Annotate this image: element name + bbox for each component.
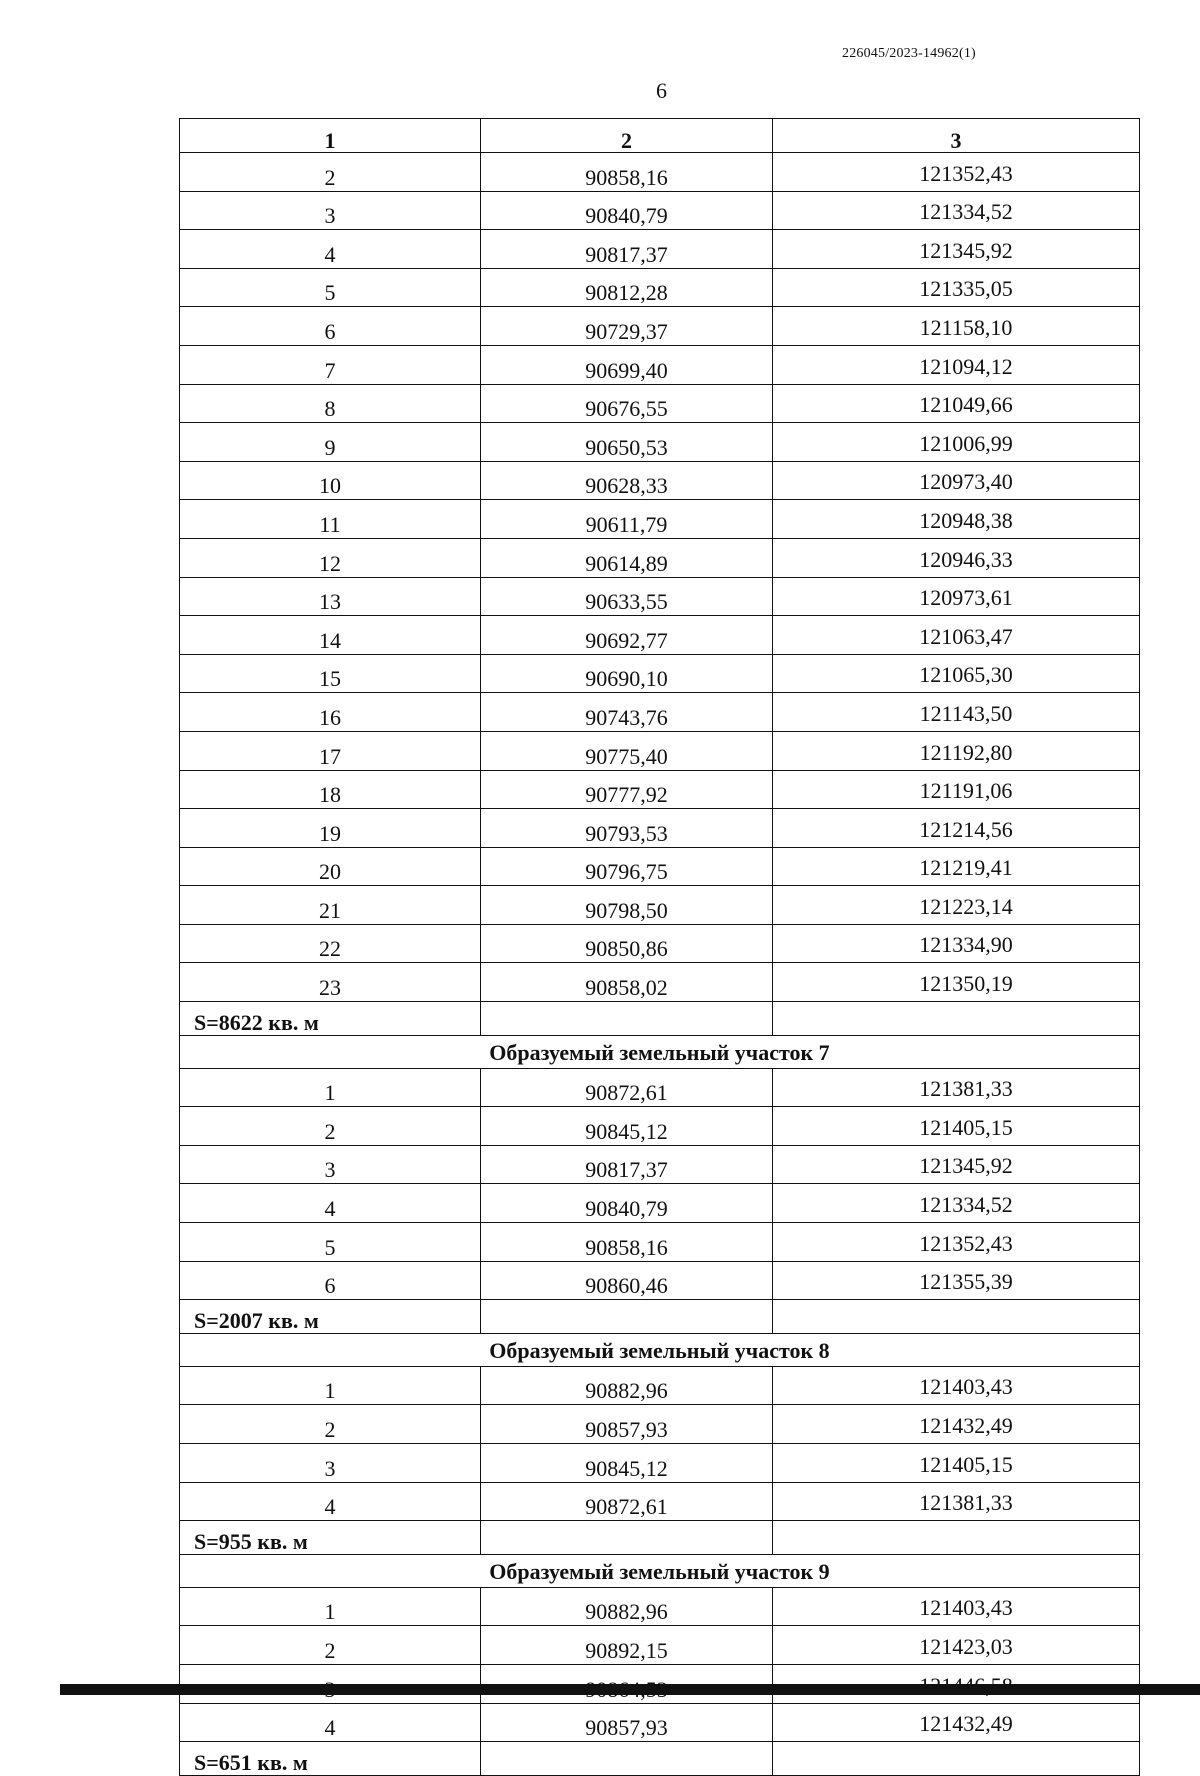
x-coordinate-cell: 90812,28: [481, 268, 773, 307]
section-title: Образуемый земельный участок 8: [180, 1333, 1140, 1366]
area-row: [180, 1002, 1140, 1036]
y-coordinate-cell: 121335,05: [773, 268, 1140, 307]
x-coordinate-cell: 90775,40: [481, 731, 773, 770]
x-coordinate-cell: 90850,86: [481, 924, 773, 963]
y-coordinate-cell: 121345,92: [773, 230, 1140, 269]
y-coordinate-cell: 121403,43: [773, 1587, 1140, 1626]
point-number-cell: 22: [180, 924, 481, 963]
coordinates-table-body: [180, 119, 1140, 1776]
point-number-cell: 1: [180, 1366, 481, 1405]
x-coordinate-cell: 90858,02: [481, 963, 773, 1002]
y-coordinate-cell: 121065,30: [773, 654, 1140, 693]
table-row: [180, 1587, 1140, 1626]
point-number-cell: 2: [180, 1405, 481, 1444]
y-coordinate-cell: 121352,43: [773, 1223, 1140, 1262]
point-number-cell: 4: [180, 230, 481, 269]
x-coordinate-cell: 90614,89: [481, 538, 773, 577]
y-coordinate-cell: 121094,12: [773, 345, 1140, 384]
x-coordinate-cell: 90796,75: [481, 847, 773, 886]
table-row: [180, 1703, 1140, 1742]
table-row: [180, 1145, 1140, 1184]
table-row: [180, 538, 1140, 577]
table-row: [180, 847, 1140, 886]
table-row: [180, 809, 1140, 848]
table-row: [180, 268, 1140, 307]
x-coordinate-cell: 90857,93: [481, 1405, 773, 1444]
x-coordinate-cell: 90845,12: [481, 1107, 773, 1146]
table-row: [180, 423, 1140, 462]
x-coordinate-cell: 90692,77: [481, 616, 773, 655]
y-coordinate-cell: 120946,33: [773, 538, 1140, 577]
x-coordinate-cell: 90840,79: [481, 1184, 773, 1223]
coordinates-table: [179, 118, 1140, 1776]
table-row: [180, 500, 1140, 539]
x-coordinate-cell: 90798,50: [481, 886, 773, 925]
point-number-cell: 16: [180, 693, 481, 732]
empty-cell: [773, 1521, 1140, 1555]
table-header-row: [180, 119, 1140, 153]
x-coordinate-cell: 90882,96: [481, 1366, 773, 1405]
column-header-x: 2: [481, 119, 773, 153]
x-coordinate-cell: 90860,46: [481, 1261, 773, 1300]
table-row: [180, 577, 1140, 616]
point-number-cell: 23: [180, 963, 481, 1002]
point-number-cell: 17: [180, 731, 481, 770]
y-coordinate-cell: 121381,33: [773, 1068, 1140, 1107]
point-number-cell: 20: [180, 847, 481, 886]
point-number-cell: 9: [180, 423, 481, 462]
y-coordinate-cell: 121350,19: [773, 963, 1140, 1002]
x-coordinate-cell: 90857,93: [481, 1703, 773, 1742]
x-coordinate-cell: 90690,10: [481, 654, 773, 693]
y-coordinate-cell: 121192,80: [773, 731, 1140, 770]
point-number-cell: 14: [180, 616, 481, 655]
y-coordinate-cell: 121049,66: [773, 384, 1140, 423]
y-coordinate-cell: 121006,99: [773, 423, 1140, 462]
scan-edge-bar: [60, 1684, 1200, 1695]
table-row: [180, 654, 1140, 693]
table-row: [180, 1068, 1140, 1107]
table-row: [180, 1444, 1140, 1483]
point-number-cell: 2: [180, 1626, 481, 1665]
x-coordinate-cell: 90817,37: [481, 1145, 773, 1184]
table-row: [180, 731, 1140, 770]
y-coordinate-cell: 121432,49: [773, 1405, 1140, 1444]
point-number-cell: 12: [180, 538, 481, 577]
point-number-cell: 18: [180, 770, 481, 809]
area-row: [180, 1521, 1140, 1555]
y-coordinate-cell: 121381,33: [773, 1482, 1140, 1521]
y-coordinate-cell: 121214,56: [773, 809, 1140, 848]
x-coordinate-cell: 90793,53: [481, 809, 773, 848]
y-coordinate-cell: 121345,92: [773, 1145, 1140, 1184]
y-coordinate-cell: 121405,15: [773, 1444, 1140, 1483]
area-row: [180, 1300, 1140, 1334]
point-number-cell: 21: [180, 886, 481, 925]
y-coordinate-cell: 121423,03: [773, 1626, 1140, 1665]
y-coordinate-cell: 120973,40: [773, 461, 1140, 500]
y-coordinate-cell: 121403,43: [773, 1366, 1140, 1405]
point-number-cell: 5: [180, 268, 481, 307]
y-coordinate-cell: 121352,43: [773, 153, 1140, 192]
x-coordinate-cell: 90817,37: [481, 230, 773, 269]
table-row: [180, 616, 1140, 655]
y-coordinate-cell: 121063,47: [773, 616, 1140, 655]
y-coordinate-cell: 121143,50: [773, 693, 1140, 732]
area-label: S=2007 кв. м: [180, 1300, 481, 1334]
point-number-cell: 3: [180, 1145, 481, 1184]
point-number-cell: 2: [180, 153, 481, 192]
point-number-cell: 19: [180, 809, 481, 848]
y-coordinate-cell: 120973,61: [773, 577, 1140, 616]
table-row: [180, 1626, 1140, 1665]
table-row: [180, 1482, 1140, 1521]
x-coordinate-cell: 90845,12: [481, 1444, 773, 1483]
table-row: [180, 230, 1140, 269]
point-number-cell: 3: [180, 191, 481, 230]
y-coordinate-cell: 120948,38: [773, 500, 1140, 539]
y-coordinate-cell: 121334,52: [773, 191, 1140, 230]
x-coordinate-cell: 90611,79: [481, 500, 773, 539]
area-row: [180, 1742, 1140, 1776]
table-row: [180, 307, 1140, 346]
table-row: [180, 924, 1140, 963]
point-number-cell: 3: [180, 1444, 481, 1483]
area-label: S=955 кв. м: [180, 1521, 481, 1555]
y-coordinate-cell: 121223,14: [773, 886, 1140, 925]
x-coordinate-cell: 90840,79: [481, 191, 773, 230]
empty-cell: [481, 1002, 773, 1036]
y-coordinate-cell: 121191,06: [773, 770, 1140, 809]
table-row: [180, 770, 1140, 809]
x-coordinate-cell: 90628,33: [481, 461, 773, 500]
x-coordinate-cell: 90882,96: [481, 1587, 773, 1626]
empty-cell: [481, 1742, 773, 1776]
table-row: [180, 1107, 1140, 1146]
x-coordinate-cell: 90858,16: [481, 1223, 773, 1262]
x-coordinate-cell: 90777,92: [481, 770, 773, 809]
table-row: [180, 1223, 1140, 1262]
table-row: [180, 693, 1140, 732]
point-number-cell: 6: [180, 307, 481, 346]
point-number-cell: 4: [180, 1184, 481, 1223]
y-coordinate-cell: 121334,52: [773, 1184, 1140, 1223]
point-number-cell: 13: [180, 577, 481, 616]
empty-cell: [481, 1300, 773, 1334]
x-coordinate-cell: 90650,53: [481, 423, 773, 462]
point-number-cell: 15: [180, 654, 481, 693]
table-row: [180, 1405, 1140, 1444]
point-number-cell: 4: [180, 1482, 481, 1521]
empty-cell: [773, 1300, 1140, 1334]
table-row: [180, 153, 1140, 192]
doc-number: 226045/2023-14962(1): [842, 46, 976, 61]
empty-cell: [481, 1521, 773, 1555]
table-row: [180, 963, 1140, 1002]
empty-cell: [773, 1742, 1140, 1776]
table-row: [180, 1261, 1140, 1300]
column-header-number: 1: [180, 119, 481, 153]
table-row: [180, 345, 1140, 384]
y-coordinate-cell: 121432,49: [773, 1703, 1140, 1742]
y-coordinate-cell: 121405,15: [773, 1107, 1140, 1146]
x-coordinate-cell: 90743,76: [481, 693, 773, 732]
x-coordinate-cell: 90699,40: [481, 345, 773, 384]
point-number-cell: 7: [180, 345, 481, 384]
point-number-cell: 4: [180, 1703, 481, 1742]
y-coordinate-cell: 121355,39: [773, 1261, 1140, 1300]
y-coordinate-cell: 121219,41: [773, 847, 1140, 886]
section-title-row: [180, 1554, 1140, 1587]
table-row: [180, 1184, 1140, 1223]
area-label: S=651 кв. м: [180, 1742, 481, 1776]
section-title: Образуемый земельный участок 7: [180, 1035, 1140, 1068]
point-number-cell: 6: [180, 1261, 481, 1300]
point-number-cell: 2: [180, 1107, 481, 1146]
point-number-cell: 1: [180, 1068, 481, 1107]
table-row: [180, 191, 1140, 230]
table-row: [180, 886, 1140, 925]
table-row: [180, 1366, 1140, 1405]
x-coordinate-cell: 90729,37: [481, 307, 773, 346]
page-number: 6: [656, 78, 667, 103]
empty-cell: [773, 1002, 1140, 1036]
section-title-row: [180, 1333, 1140, 1366]
x-coordinate-cell: 90676,55: [481, 384, 773, 423]
section-title: Образуемый земельный участок 9: [180, 1554, 1140, 1587]
point-number-cell: 1: [180, 1587, 481, 1626]
y-coordinate-cell: 121158,10: [773, 307, 1140, 346]
point-number-cell: 11: [180, 500, 481, 539]
x-coordinate-cell: 90858,16: [481, 153, 773, 192]
column-header-y: 3: [773, 119, 1140, 153]
x-coordinate-cell: 90633,55: [481, 577, 773, 616]
point-number-cell: 10: [180, 461, 481, 500]
area-label: S=8622 кв. м: [180, 1002, 481, 1036]
point-number-cell: 8: [180, 384, 481, 423]
x-coordinate-cell: 90872,61: [481, 1482, 773, 1521]
point-number-cell: 5: [180, 1223, 481, 1262]
x-coordinate-cell: 90872,61: [481, 1068, 773, 1107]
table-row: [180, 461, 1140, 500]
y-coordinate-cell: 121334,90: [773, 924, 1140, 963]
x-coordinate-cell: 90892,15: [481, 1626, 773, 1665]
section-title-row: [180, 1035, 1140, 1068]
table-row: [180, 384, 1140, 423]
